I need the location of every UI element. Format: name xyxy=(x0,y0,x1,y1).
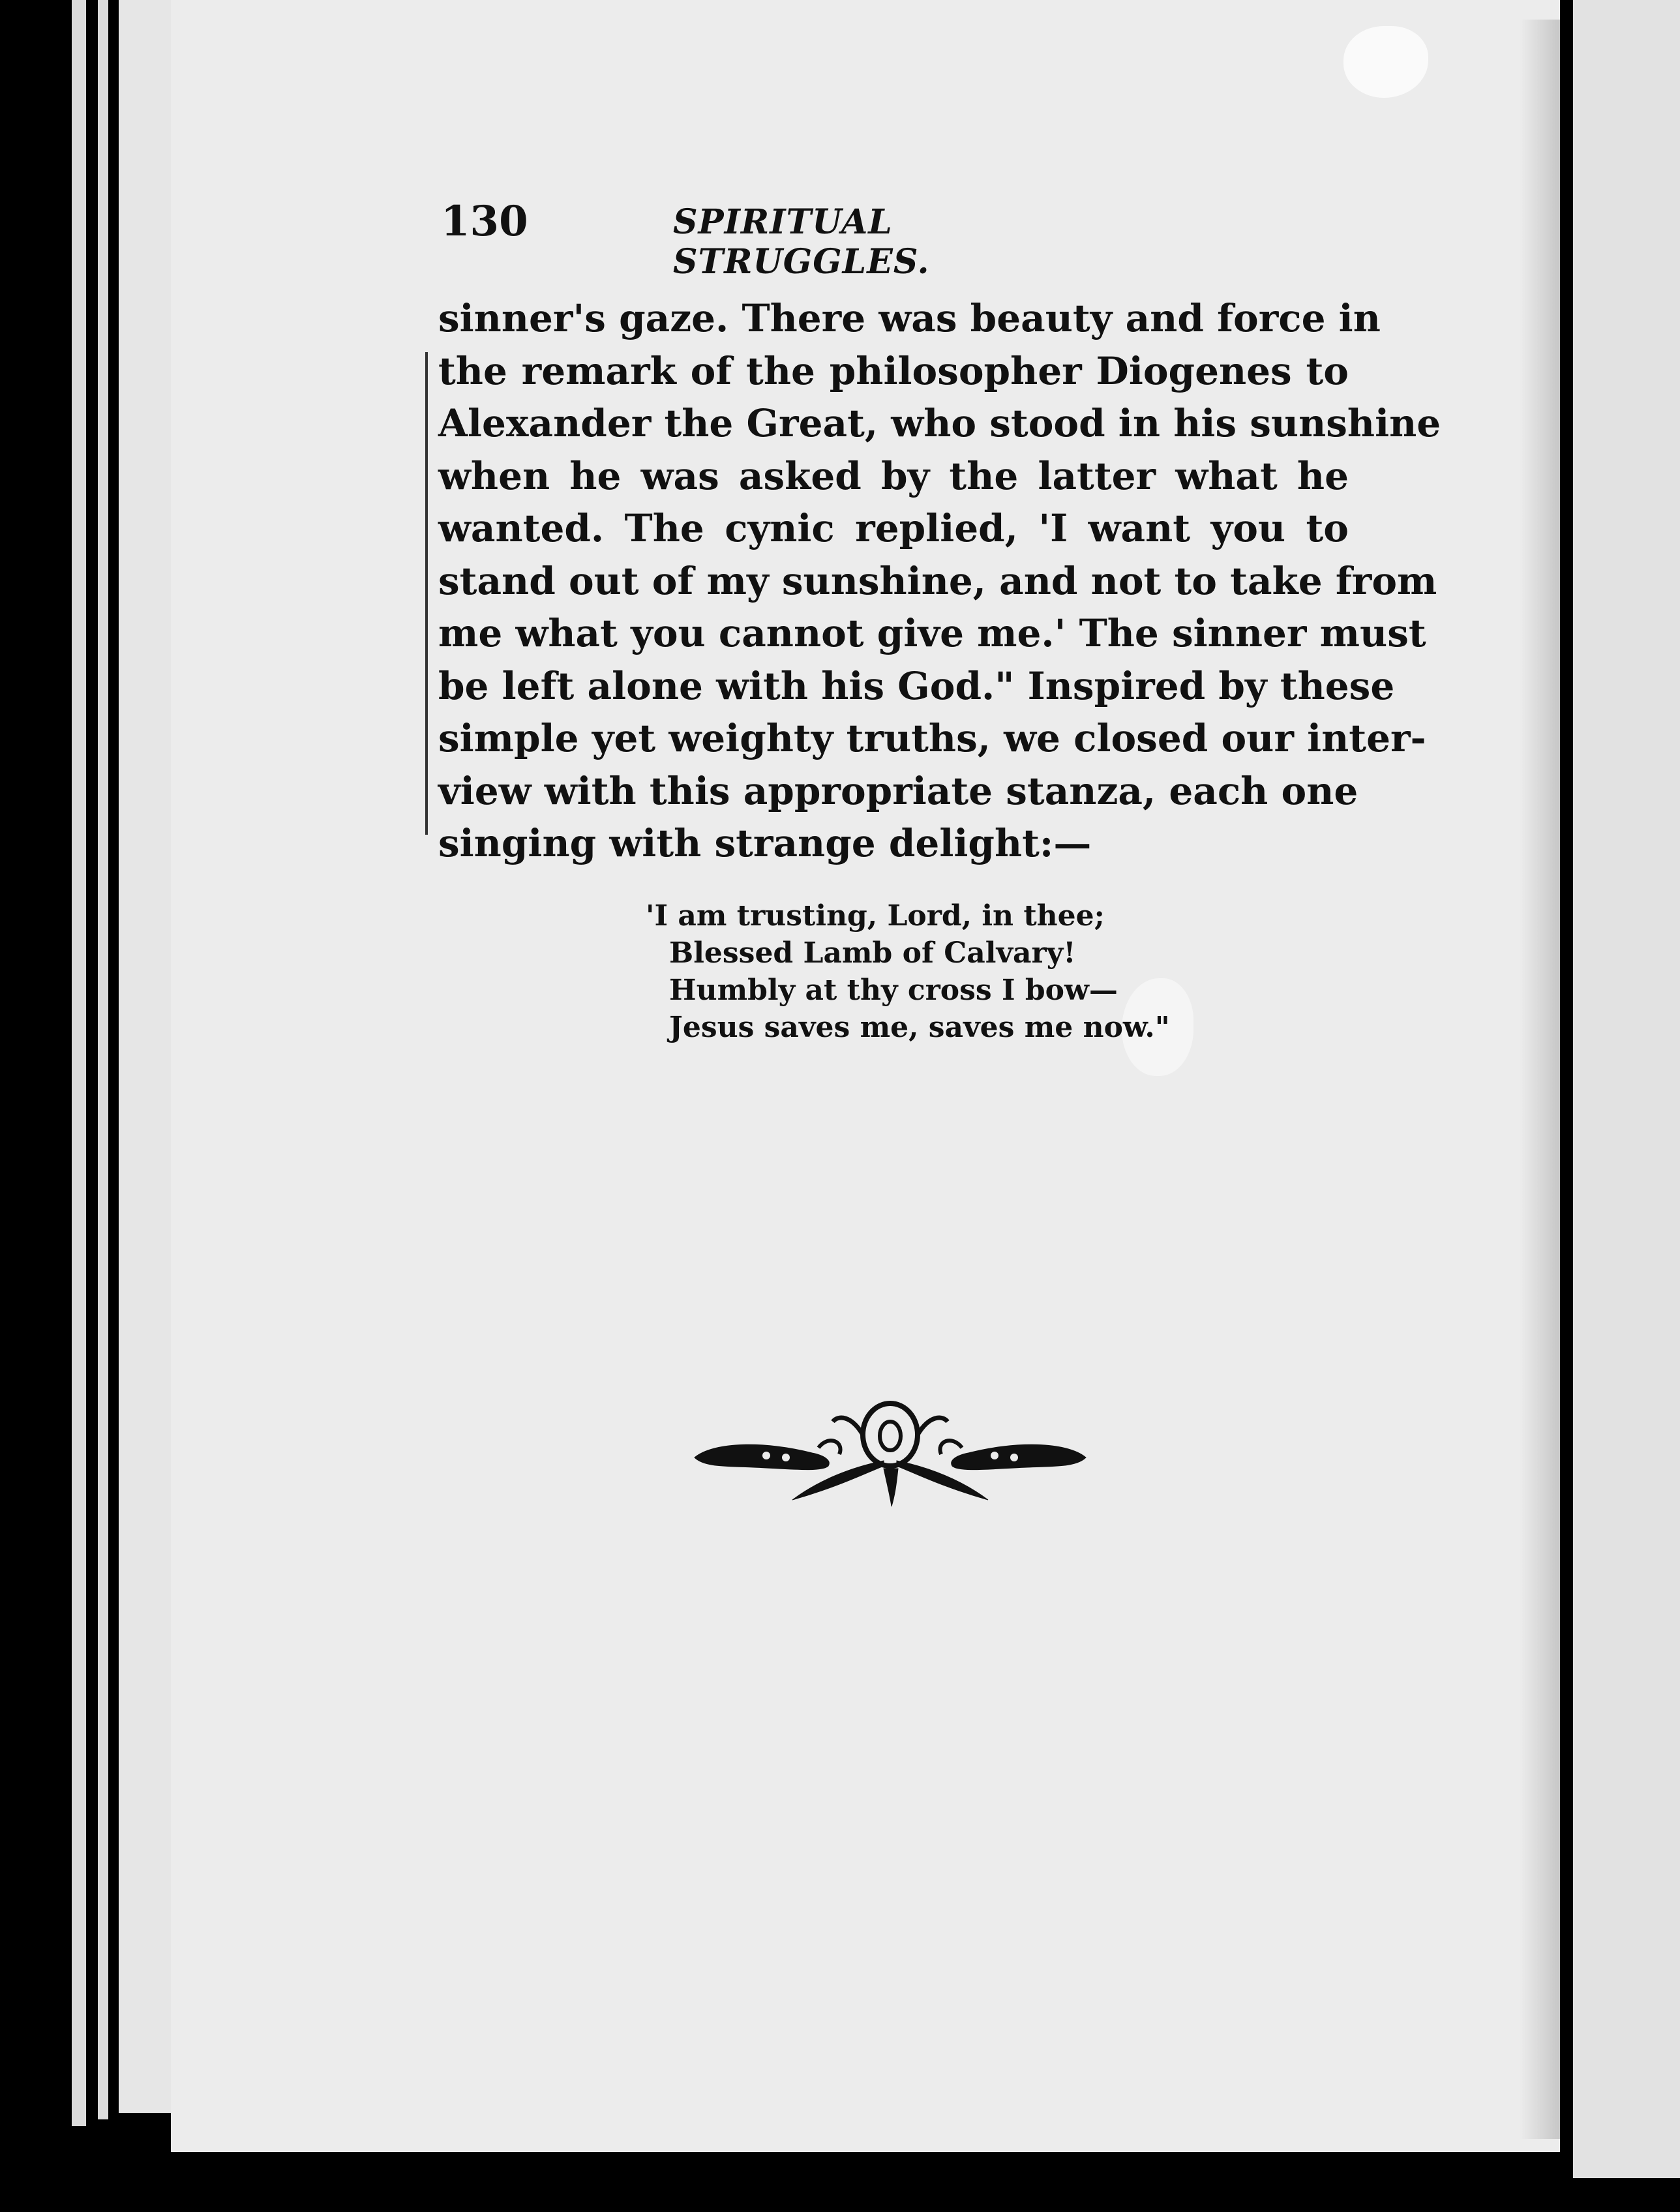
text-line: simple yet weighty truths, we closed our inter- xyxy=(438,716,1426,760)
margin-rule xyxy=(425,352,428,835)
stanza-line: Humbly at thy cross I bow— xyxy=(669,974,1118,1007)
stanza-line: Blessed Lamb of Calvary! xyxy=(669,936,1076,970)
text-line: stand out of my sunshine, and not to take from xyxy=(438,558,1437,603)
running-title: SPIRITUAL STRUGGLES. xyxy=(673,202,930,282)
page-edge xyxy=(119,0,171,2113)
page-header xyxy=(441,197,1132,282)
text-line: be left alone with his God." Inspired by these xyxy=(438,663,1395,708)
page-number: 130 xyxy=(441,197,528,246)
page-shadow xyxy=(1520,20,1565,2139)
stanza-line: Jesus saves me, saves me now." xyxy=(669,1011,1170,1044)
page-edge xyxy=(98,0,108,2119)
text-line: view with this appropriate stanza, each one xyxy=(438,768,1358,813)
next-page-edge xyxy=(1573,0,1680,2178)
text-line: the remark of the philosopher Diogenes to xyxy=(438,348,1349,393)
text-line: me what you cannot give me.' The sinner must xyxy=(438,611,1426,655)
floral-tailpiece-ornament-icon xyxy=(688,1396,1092,1513)
text-line: Alexander the Great, who stood in his sunshine xyxy=(438,401,1441,445)
text-line: when he was asked by the latter what he xyxy=(438,453,1349,498)
text-line: sinner's gaze. There was beauty and force in xyxy=(438,296,1381,340)
body-paragraph xyxy=(438,292,1441,870)
text-line: wanted. The cynic replied, 'I want you to xyxy=(438,506,1349,550)
page-gutter xyxy=(1560,13,1573,2139)
hymn-stanza xyxy=(646,897,1170,1046)
text-line: singing with strange delight:— xyxy=(438,821,1092,865)
stanza-line: 'I am trusting, Lord, in thee; xyxy=(646,899,1105,933)
page-edge xyxy=(72,0,86,2126)
